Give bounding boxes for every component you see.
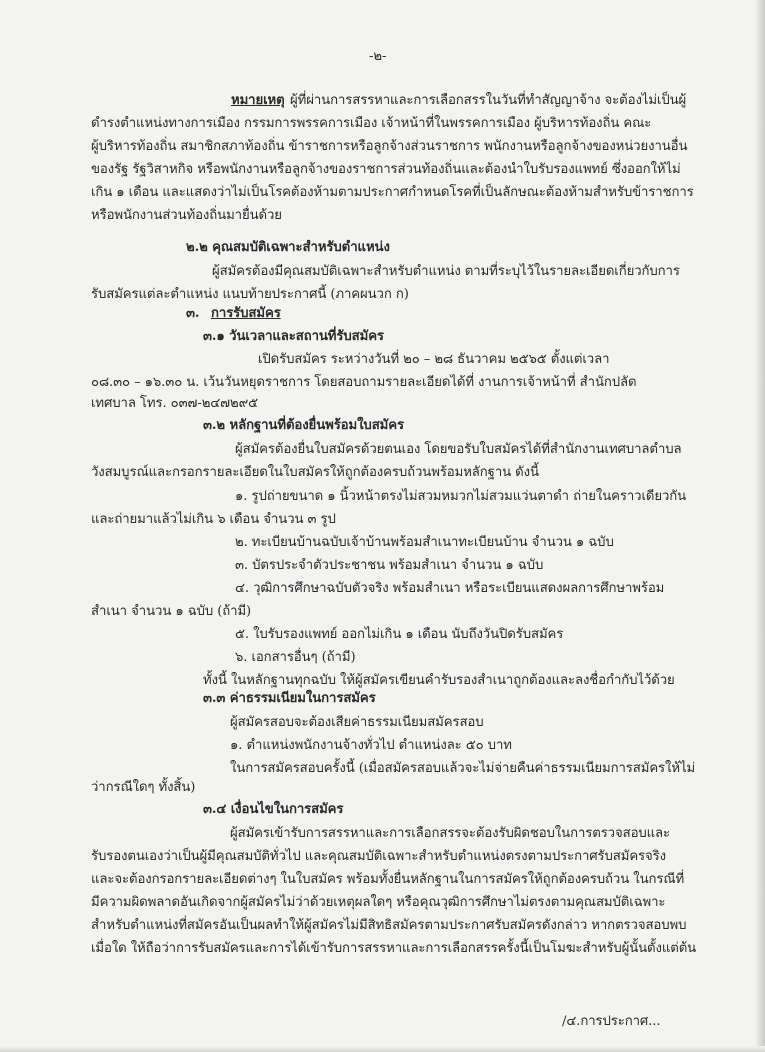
section-2-2-line: รับสมัครแต่ละตำแหน่ง แนบท้ายประกาศนี้ (ภาคผนวก ก) [91, 287, 409, 302]
section-3-3-line: ว่ากรณีใดๆ ทั้งสิ้น) [91, 780, 196, 795]
section-3-4-line: รับรองตนเองว่าเป็นผู้มีคุณสมบัติทั่วไป และคุณสมบัติเฉพาะสำหรับตำแหน่งตรงตามประกาศรับสมัครจริง [91, 849, 666, 864]
document-item-4-cont: สำเนา จำนวน ๑ ฉบับ (ถ้ามี) [91, 604, 252, 619]
section-3-2-intro: วังสมบูรณ์และกรอกรายละเอียดในใบสมัครให้ถูกต้องครบถ้วนพร้อมหลักฐาน ดังนี้ [91, 465, 539, 480]
section-3-1-line: เทศบาล โทร. ๐๓๗-๒๔๗๒๙๕ [91, 396, 259, 411]
section-3-heading: การรับสมัคร [211, 306, 281, 321]
fee-item-1: ๑. ตำแหน่งพนักงานจ้างทั่วไป ตำแหน่งละ ๕๐ บาท [230, 738, 512, 753]
section-3-3-line: ในการสมัครสอบครั้งนี้ (เมื่อสมัครสอบแล้วจะไม่จ่ายคืนค่าธรรมเนียมการสมัครให้ไม่ [230, 761, 696, 776]
remark-line: หรือพนักงานส่วนท้องถิ่นมายื่นด้วย [91, 208, 282, 223]
remark-line: ผู้บริหารท้องถิ่น สมาชิกสภาท้องถิ่น ข้าราชการหรือลูกจ้างส่วนราชการ พนักงานหรือลูกจ้างของหน่วยงานอื่น [91, 139, 688, 154]
section-3-4-heading: ๓.๔ เงื่อนไขในการสมัคร [203, 802, 344, 817]
section-3-4-line: สำหรับตำแหน่งที่สมัครอันเป็นผลทำให้ผู้สมัครไม่มีสิทธิสมัครตามประกาศรับสมัครดังกล่าว หากตรวจสอบพบ [91, 918, 687, 933]
section-3-1-heading: ๓.๑ วันเวลาและสถานที่รับสมัคร [203, 329, 384, 344]
section-3-1-line: ๐๘.๓๐ – ๑๖.๓๐ น. เว้นวันหยุดราชการ โดยสอบถามรายละเอียดได้ที่ งานการเจ้าหน้าที่ สำนักปลัด [91, 375, 637, 390]
document-item-1: ๑. รูปถ่ายขนาด ๑ นิ้วหน้าตรงไม่สวมหมวกไม่สวมแว่นตาดำ ถ่ายในคราวเดียวกัน [235, 489, 687, 504]
remark-line: ดำรงตำแหน่งทางการเมือง กรรมการพรรคการเมือง เจ้าหน้าที่ในพรรคการเมือง ผู้บริหารท้องถิ่น คณะ [91, 116, 652, 131]
section-2-2-heading: ๒.๒ คุณสมบัติเฉพาะสำหรับตำแหน่ง [186, 240, 390, 255]
section-3-2-closing: ทั้งนี้ ในหลักฐานทุกฉบับ ให้ผู้สมัครเขียนคำรับรองสำเนาถูกต้องและลงชื่อกำกับไว้ด้วย [203, 673, 675, 688]
section-3-2-heading: ๓.๒ หลักฐานที่ต้องยื่นพร้อมใบสมัคร [203, 418, 404, 433]
remark-line: เกิน ๑ เดือน และแสดงว่าไม่เป็นโรคต้องห้ามตามประกาศกำหนดโรคที่เป็นลักษณะต้องห้ามสำหรับข้าราชการ [91, 185, 694, 200]
section-3-4-line: มีความผิดพลาดอันเกิดจากผู้สมัครไม่ว่าด้วยเหตุผลใดๆ หรือคุณวุฒิการศึกษาไม่ตรงตามคุณสมบัติเฉพาะ [91, 895, 666, 910]
section-3-1-line: เปิดรับสมัคร ระหว่างวันที่ ๒๐ – ๒๘ ธันวาคม ๒๕๖๕ ตั้งแต่เวลา [258, 352, 610, 367]
page-bottom-shadow [0, 1046, 765, 1052]
page-number: -๒- [369, 49, 387, 64]
section-3-4-line: และจะต้องกรอกรายละเอียดต่างๆ ในใบสมัคร พร้อมทั้งยื่นหลักฐานในการสมัครให้ถูกต้องครบถ้วน ในกรณีที่ [91, 872, 685, 887]
section-3-4-line: ผู้สมัครเข้ารับการสรรหาและการเลือกสรรจะต้องรับผิดชอบในการตรวจสอบและ [230, 826, 671, 841]
section-3-2-intro: ผู้สมัครต้องยื่นใบสมัครด้วยตนเอง โดยขอรับใบสมัครได้ที่สำนักงานเทศบาลตำบล [235, 442, 682, 457]
section-2-2-line: ผู้สมัครต้องมีคุณสมบัติเฉพาะสำหรับตำแหน่ง ตามที่ระบุไว้ในรายละเอียดเกี่ยวกับการ [212, 264, 680, 279]
document-item-2: ๒. ทะเบียนบ้านฉบับเจ้าบ้านพร้อมสำเนาทะเบียนบ้าน จำนวน ๑ ฉบับ [235, 535, 614, 550]
document-item-4: ๔. วุฒิการศึกษาฉบับตัวจริง พร้อมสำเนา หรือระเบียนแสดงผลการศึกษาพร้อม [235, 581, 665, 596]
remark-line: ผู้ที่ผ่านการสรรหาและการเลือกสรรในวันที่ทำสัญญาจ้าง จะต้องไม่เป็นผู้ [290, 93, 687, 108]
document-item-5: ๕. ใบรับรองแพทย์ ออกไม่เกิน ๑ เดือน นับถึงวันปิดรับสมัคร [235, 627, 564, 642]
document-item-6: ๖. เอกสารอื่นๆ (ถ้ามี) [235, 650, 356, 665]
page-edge-shadow [755, 0, 765, 1052]
section-3-3-line: ผู้สมัครสอบจะต้องเสียค่าธรรมเนียมสมัครสอบ [230, 715, 484, 730]
remark-label: หมายเหตุ [231, 93, 285, 108]
document-item-3: ๓. บัตรประจำตัวประชาชน พร้อมสำเนา จำนวน ๑ ฉบับ [235, 558, 544, 573]
document-item-1-cont: และถ่ายมาแล้วไม่เกิน ๖ เดือน จำนวน ๓ รูป [91, 512, 336, 527]
continuation-note: /๔.การประกาศ... [562, 1014, 661, 1029]
section-3-4-line: เมื่อใด ให้ถือว่าการรับสมัครและการได้เข้ารับการสรรหาและการเลือกสรรครั้งนี้เป็นโมฆะสำหรับผู้นั้นตั้งแต่ต้น [91, 941, 697, 956]
section-3-3-heading: ๓.๓ ค่าธรรมเนียมในการสมัคร [203, 691, 376, 706]
remark-line: ของรัฐ รัฐวิสาหกิจ หรือพนักงานหรือลูกจ้างของราชการส่วนท้องถิ่นและต้องนำใบรับรองแพทย์ ซึ่งออกให้ไม่ [91, 162, 681, 177]
section-3-number: ๓. [186, 306, 200, 321]
